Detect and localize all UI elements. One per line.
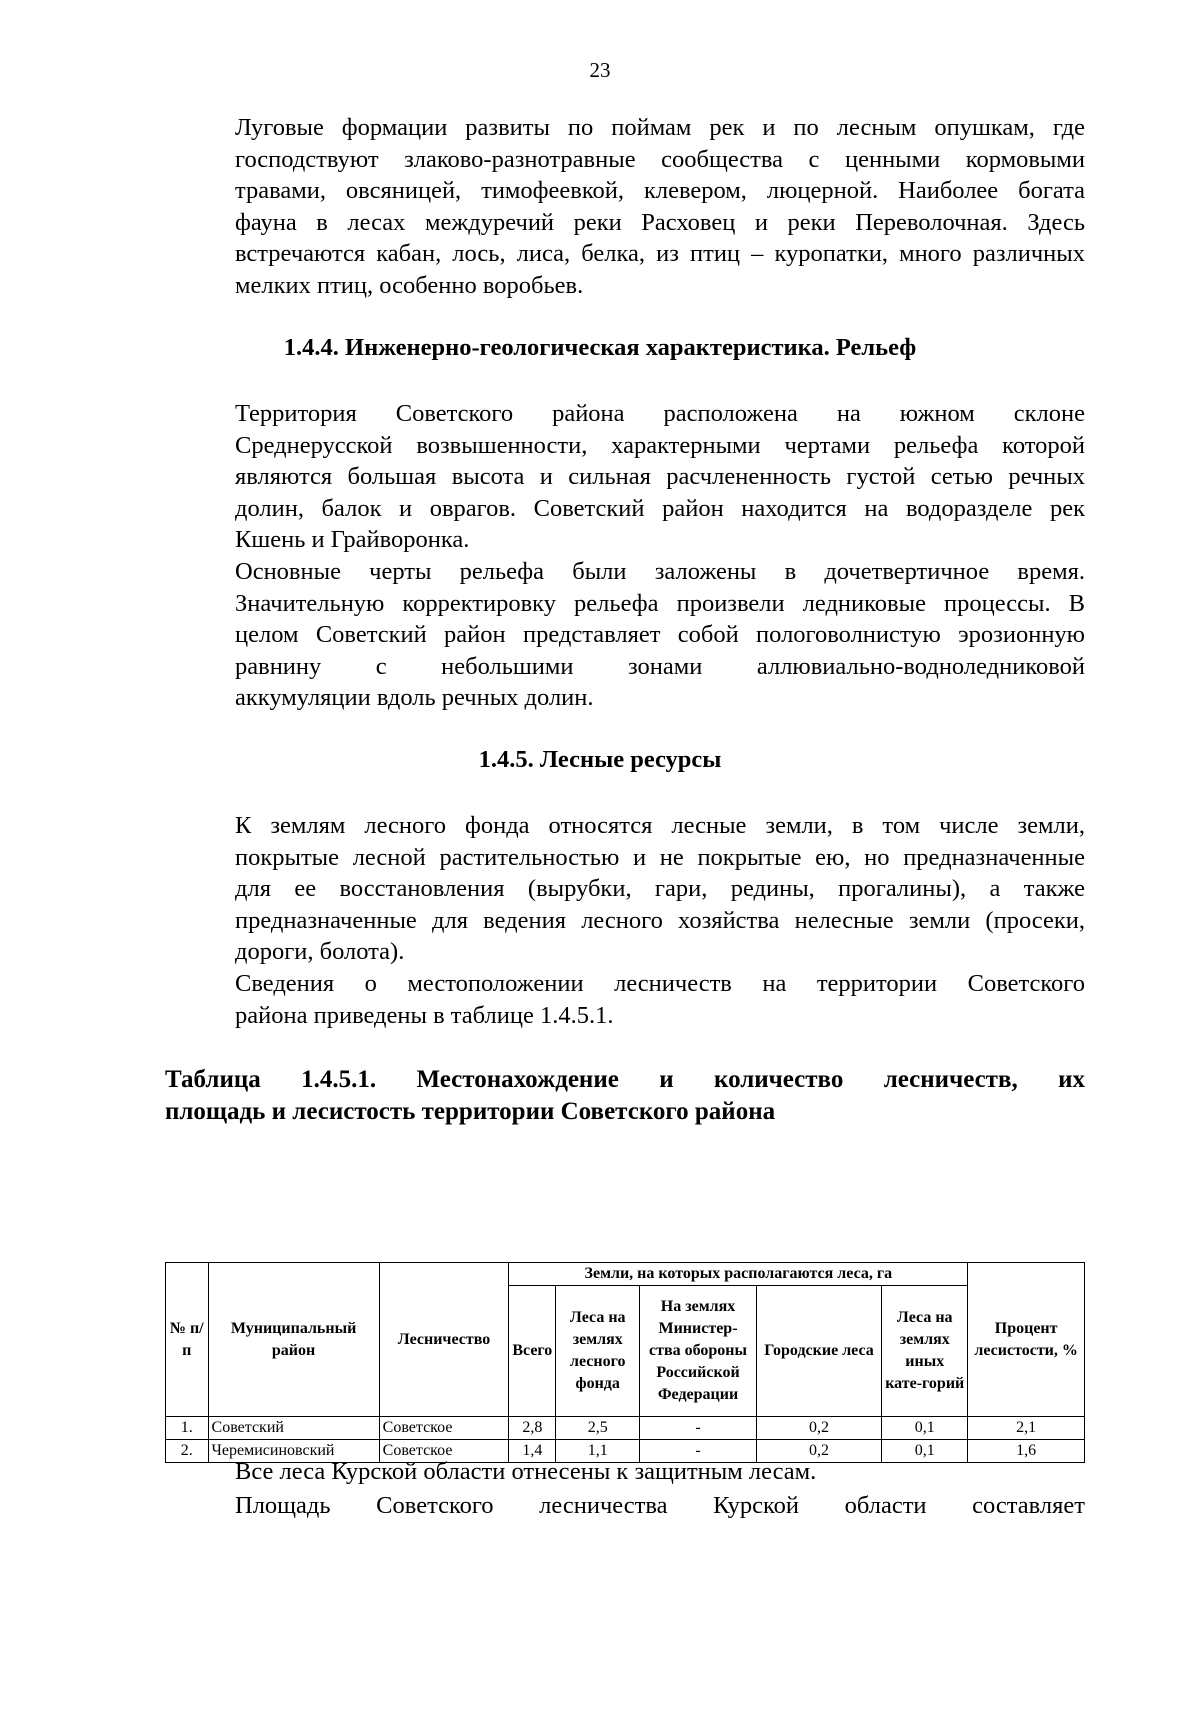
header-other: Леса на землях иных кате-горий: [882, 1286, 968, 1417]
page-number: 23: [589, 58, 611, 82]
paragraph-protective: [165, 1456, 1085, 1488]
caption-line: площадь и лесистость территории Советского района: [165, 1098, 776, 1125]
cell: 2,1: [968, 1417, 1085, 1440]
text-line: являются большая высота и сильная расчлененность густой сетью речных: [235, 463, 1085, 490]
text-line: К землям лесного фонда относятся лесные земли, в том числе земли,: [235, 812, 1085, 839]
cell: -: [640, 1417, 757, 1440]
text-line: Основные черты рельефа были заложены в дочетвертичное время.: [235, 558, 1085, 585]
header-defense: На землях Министер-ства обороны Российской Федерации: [640, 1286, 757, 1417]
forestry-table: [165, 1262, 1085, 1463]
cell: 0,2: [756, 1417, 881, 1440]
table-caption: [165, 1064, 1085, 1128]
text-line: Луговые формации развиты по поймам рек и по лесным опушкам, где: [235, 114, 1085, 141]
cell: 0,1: [882, 1440, 968, 1463]
text-line: для ее восстановления (вырубки, гари, редины, прогалины), а также: [235, 875, 1085, 902]
caption-line: Таблица 1.4.5.1. Местонахождение и количество лесничеств, их: [165, 1066, 1085, 1093]
cell: 2,8: [509, 1417, 556, 1440]
text-line: покрытые лесной растительностью и не покрытые ею, но предназначенные: [235, 843, 1085, 871]
cell: 1,6: [968, 1440, 1085, 1463]
cell: 1,4: [509, 1440, 556, 1463]
cell: 1,1: [556, 1440, 640, 1463]
cell: -: [640, 1440, 757, 1463]
table-header-row: [166, 1263, 1085, 1286]
text-line: Среднерусской возвышенности, характерными чертами рельефа которой: [235, 431, 1085, 459]
text-line: Сведения о местоположении лесничеств на территории Советского: [235, 970, 1085, 997]
cell: Советское: [379, 1440, 509, 1463]
text-line: Все леса Курской области отнесены к защитным лесам.: [235, 1458, 817, 1485]
cell: Черемисиновский: [208, 1440, 379, 1463]
header-forestry: Лесничество: [379, 1263, 509, 1417]
text-line: фауна в лесах междуречий реки Расховец и реки Переволочная. Здесь: [235, 208, 1085, 236]
text-line: целом Советский район представляет собой пологоволнистую эрозионную: [235, 621, 1085, 648]
header-land-group: Земли, на которых располагаются леса, га: [509, 1263, 968, 1286]
text-line: Значительную корректировку рельефа произвели ледниковые процессы. В: [235, 589, 1085, 617]
paragraph-relief-features: [165, 556, 1085, 714]
text-line: аккумуляции вдоль речных долин.: [235, 684, 594, 711]
text-line: равнину с небольшими зонами аллювиально-водноледниковой: [235, 652, 1085, 680]
cell: 2.: [166, 1440, 209, 1463]
text-line: травами, овсяницей, тимофеевкой, клевером, люцерной. Наиболее богата: [235, 177, 1085, 204]
header-num: № п/п: [166, 1263, 209, 1417]
text-line: долин, балок и оврагов. Советский район находится на водоразделе рек: [235, 494, 1085, 522]
header-forest-fund: Леса на землях лесного фонда: [556, 1286, 640, 1417]
text-line: Кшень и Грайворонка.: [235, 526, 470, 553]
text-line: Территория Советского района расположена на южном склоне: [235, 400, 1085, 427]
text-line: района приведены в таблице 1.4.5.1.: [235, 1001, 614, 1029]
text-line: дороги, болота).: [235, 938, 405, 965]
header-percent: Процент лесистости, %: [968, 1263, 1085, 1417]
paragraph-area: [165, 1490, 1085, 1522]
paragraph-forest-fund: [165, 810, 1085, 968]
cell: 1.: [166, 1417, 209, 1440]
section-heading-relief: 1.4.4. Инженерно-геологическая характеристика. Рельеф: [283, 334, 917, 361]
text-line: мелких птиц, особенно воробьев.: [235, 271, 584, 299]
text-line: предназначенные для ведения лесного хозяйства нелесные земли (просеки,: [235, 906, 1085, 934]
text-line: встречаются кабан, лось, лиса, белка, из птиц – куропатки, много различных: [235, 240, 1085, 267]
table-row: [166, 1417, 1085, 1440]
text-line: господствуют злаково-разнотравные сообщества с ценными кормовыми: [235, 145, 1085, 173]
paragraph-territory: [165, 398, 1085, 556]
header-city: Городские леса: [756, 1286, 881, 1417]
header-total: Всего: [509, 1286, 556, 1417]
section-heading-forest: 1.4.5. Лесные ресурсы: [478, 746, 722, 773]
cell: 2,5: [556, 1417, 640, 1440]
header-district: Муниципальный район: [208, 1263, 379, 1417]
cell: Советское: [379, 1417, 509, 1440]
paragraph-location-info: [165, 968, 1085, 1031]
cell: 0,1: [882, 1417, 968, 1440]
cell: 0,2: [756, 1440, 881, 1463]
cell: Советский: [208, 1417, 379, 1440]
text-line: Площадь Советского лесничества Курской области составляет: [235, 1492, 1085, 1519]
paragraph-meadows: [165, 112, 1085, 301]
